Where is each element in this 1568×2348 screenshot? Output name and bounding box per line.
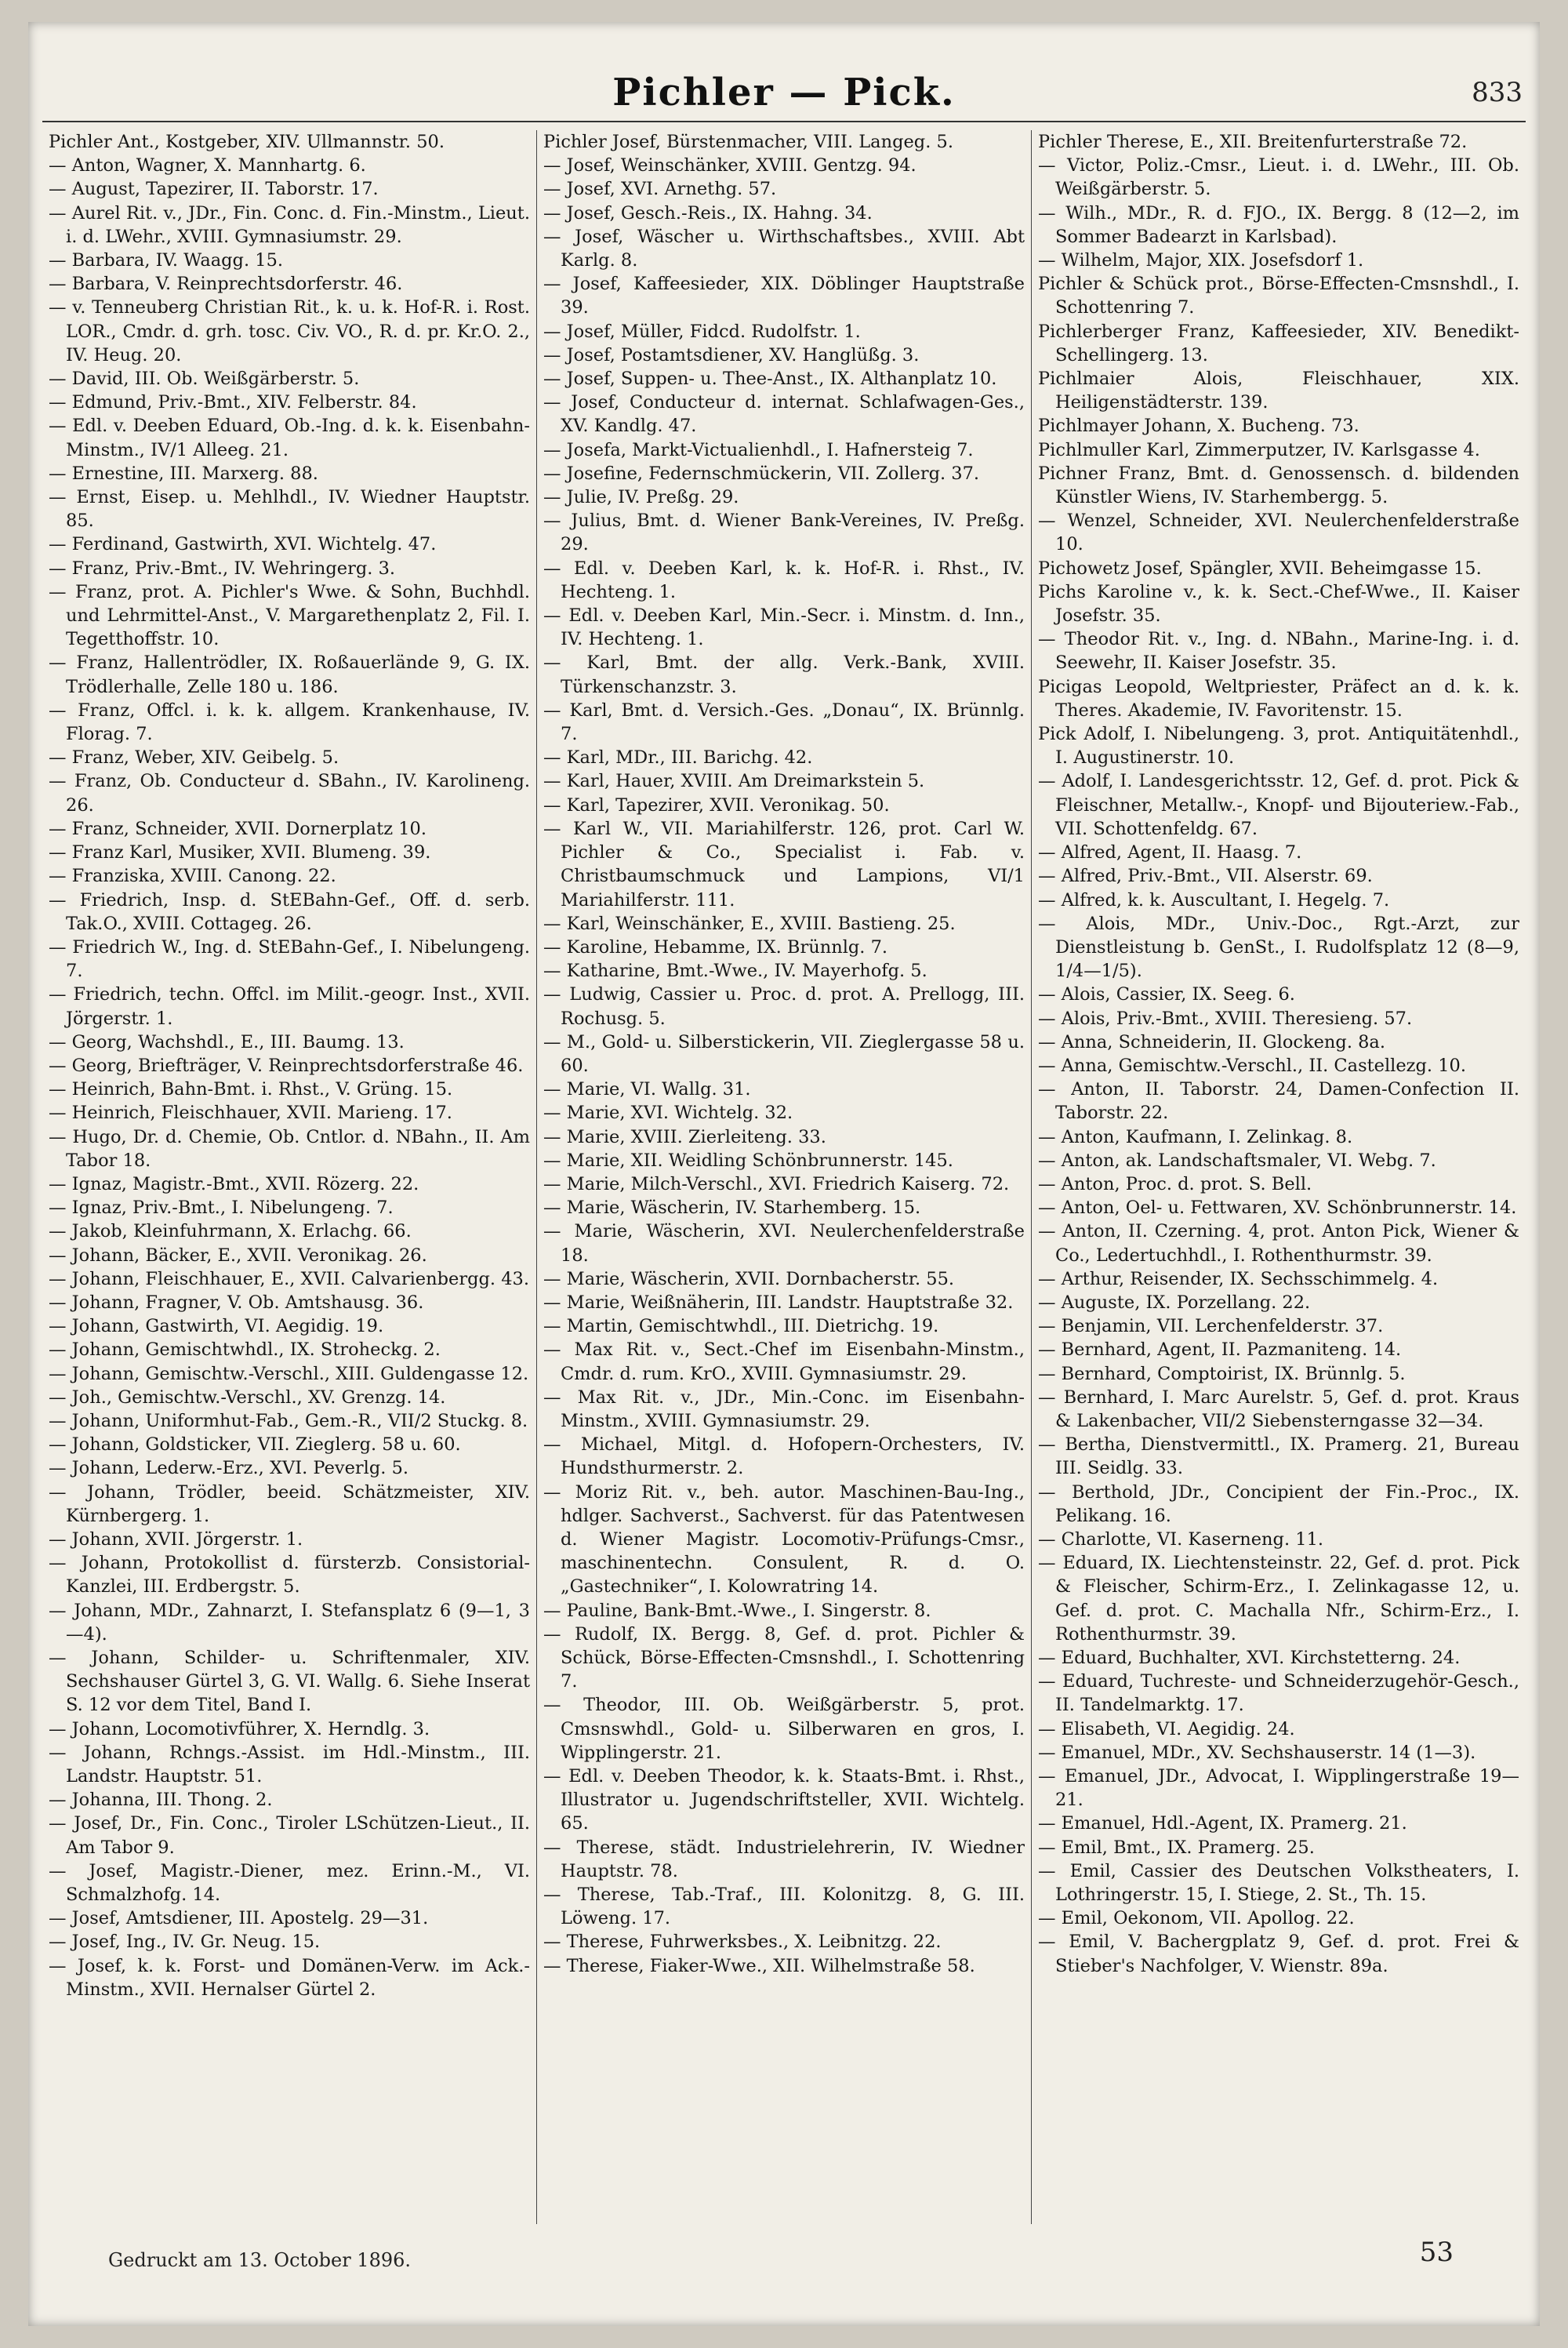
directory-entry: — Franz, Ob. Conducteur d. SBahn., IV. Karolineng. 26. bbox=[49, 771, 530, 816]
directory-entry: — Edl. v. Deeben Theodor, k. k. Staats-Bmt. i. Rhst., Illustrator u. Jugendschriftsteller, XVII. Wichtelg. 65. bbox=[543, 1766, 1025, 1834]
directory-entry: — Therese, Fiaker-Wwe., XII. Wilhelmstraße 58. bbox=[543, 1955, 975, 1976]
directory-entry: Pichowetz Josef, Spängler, XVII. Beheimgasse 15. bbox=[1038, 558, 1482, 579]
directory-entry: — Franz Karl, Musiker, XVII. Blumeng. 39. bbox=[49, 842, 431, 863]
directory-entry: — Franziska, XVIII. Canong. 22. bbox=[49, 866, 336, 887]
directory-entry: — Ernst, Eisep. u. Mehlhdl., IV. Wiedner Hauptstr. 85. bbox=[49, 487, 530, 532]
directory-entry: — Karl W., VII. Mariahilferstr. 126, prot. Carl W. Pichler & Co., Specialist i. Fab. v. Christbaumschmuck und Lampions, VI/1 Mariahilferstr. 111. bbox=[543, 818, 1025, 910]
directory-entry: — Martin, Gemischtwhdl., III. Dietrichg. 19. bbox=[543, 1316, 939, 1337]
directory-entry: — Johann, MDr., Zahnarzt, I. Stefansplatz 6 (9—1, 3—4). bbox=[49, 1600, 530, 1645]
directory-entry: Pichler Ant., Kostgeber, XIV. Ullmannstr. 50. bbox=[49, 132, 445, 152]
directory-entry: — Josef, Gesch.-Reis., IX. Hahng. 34. bbox=[543, 202, 873, 224]
directory-entry: — Ludwig, Cassier u. Proc. d. prot. A. Prellogg, III. Rochusg. 5. bbox=[543, 984, 1025, 1029]
directory-entry: — Alois, MDr., Univ.-Doc., Rgt.-Arzt, zur Dienstleistung b. GenSt., I. Rudolfsplatz 12 (8—9, 1/4—1/5). bbox=[1038, 913, 1519, 982]
directory-entry: — Josef, Ing., IV. Gr. Neug. 15. bbox=[49, 1932, 321, 1953]
running-title: Pichler — Pick. bbox=[612, 71, 956, 114]
directory-entry: — Emil, Bmt., IX. Pramerg. 25. bbox=[1038, 1837, 1315, 1858]
directory-entry: — Marie, VI. Wallg. 31. bbox=[543, 1079, 751, 1100]
directory-entry: — Karoline, Hebamme, IX. Brünnlg. 7. bbox=[543, 936, 888, 958]
directory-entry: — Victor, Poliz.-Cmsr., Lieut. i. d. LWehr., III. Ob. Weißgärberstr. 5. bbox=[1038, 155, 1519, 200]
directory-entry: — Josef, Kaffeesieder, XIX. Döblinger Hauptstraße 39. bbox=[543, 274, 1025, 318]
directory-entry: — Eduard, Tuchreste- und Schneiderzugehör-Gesch., II. Tandelmarktg. 17. bbox=[1038, 1671, 1519, 1716]
directory-entry: — v. Tenneuberg Christian Rit., k. u. k. Hof-R. i. Rost. LOR., Cmdr. d. grh. tosc. Civ. VO., R. d. pr. Kr.O. 2., IV. Heug. 20. bbox=[49, 297, 530, 365]
directory-entry: — August, Tapezirer, II. Taborstr. 17. bbox=[49, 179, 379, 200]
directory-entry: — Anton, Proc. d. prot. S. Bell. bbox=[1038, 1173, 1312, 1194]
directory-entry: Picigas Leopold, Weltpriester, Präfect an d. k. k. Theres. Akademie, IV. Favoritenstr. 15. bbox=[1038, 676, 1519, 721]
directory-entry: Pick Adolf, I. Nibelungeng. 3, prot. Antiquitätenhdl., I. Augustinerstr. 10. bbox=[1038, 724, 1519, 769]
directory-entry: Pichler Therese, E., XII. Breitenfurterstraße 72. bbox=[1038, 132, 1468, 152]
directory-entry: — Josef, k. k. Forst- und Domänen-Verw. im Ack.-Minstm., XVII. Hernalser Gürtel 2. bbox=[49, 1955, 530, 2000]
directory-entry: — Emil, V. Bachergplatz 9, Gef. d. prot. Frei & Stieber's Nachfolger, V. Wienstr. 89a. bbox=[1038, 1932, 1519, 1976]
directory-entry: — Katharine, Bmt.-Wwe., IV. Mayerhofg. 5. bbox=[543, 961, 927, 982]
directory-entry: — Georg, Wachshdl., E., III. Baumg. 13. bbox=[49, 1031, 405, 1052]
directory-entry: — Karl, Hauer, XVIII. Am Dreimarkstein 5. bbox=[543, 771, 925, 792]
directory-entry: — Marie, XVI. Wichtelg. 32. bbox=[543, 1103, 793, 1124]
directory-entry: — Anna, Schneiderin, II. Glockeng. 8a. bbox=[1038, 1031, 1386, 1052]
directory-entry: — Anton, Wagner, X. Mannhartg. 6. bbox=[49, 155, 366, 176]
directory-entry: — Emanuel, MDr., XV. Sechshauserstr. 14 (1—3). bbox=[1038, 1742, 1476, 1763]
directory-entry: — Hugo, Dr. d. Chemie, Ob. Cntlor. d. NBahn., II. Am Tabor 18. bbox=[49, 1126, 530, 1171]
directory-entry: — Johann, Gemischtwhdl., IX. Stroheckg. 2. bbox=[49, 1339, 441, 1361]
directory-entry: — Eduard, IX. Liechtensteinstr. 22, Gef. d. prot. Pick & Fleischer, Schirm-Erz., I. Zelinkagasse 12, u. Gef. d. prot. C. Machalla Nfr., Schirm-Erz., I. Rothenthurmstr. 39. bbox=[1038, 1553, 1519, 1645]
directory-entry: — Franz, Weber, XIV. Geibelg. 5. bbox=[49, 747, 339, 769]
directory-entry: — Josefa, Markt-Victualienhdl., I. Hafnersteig 7. bbox=[543, 439, 974, 460]
directory-entry: — Theodor Rit. v., Ing. d. NBahn., Marine-Ing. i. d. Seewehr, II. Kaiser Josefstr. 35. bbox=[1038, 629, 1519, 674]
directory-entry: — Eduard, Buchhalter, XVI. Kirchstetterng. 24. bbox=[1038, 1648, 1461, 1668]
directory-entry: — Ernestine, III. Marxerg. 88. bbox=[49, 463, 318, 484]
directory-entry: — M., Gold- u. Silberstickerin, VII. Zieglergasse 58 u. 60. bbox=[543, 1031, 1025, 1076]
directory-entry: — Josef, Postamtsdiener, XV. Hanglüßg. 3. bbox=[543, 344, 920, 365]
directory-entry: — Theodor, III. Ob. Weißgärberstr. 5, prot. Cmsnswhdl., Gold- u. Silberwaren en gros, I. Wipplingerstr. 21. bbox=[543, 1695, 1025, 1763]
directory-entry: — Johann, Gastwirth, VI. Aegidig. 19. bbox=[49, 1316, 384, 1337]
directory-entry: — Berthold, JDr., Concipient der Fin.-Proc., IX. Pelikang. 16. bbox=[1038, 1481, 1519, 1526]
directory-entry: — Johann, Schilder- u. Schriftenmaler, XIV. Sechshauser Gürtel 3, G. VI. Wallg. 6. Siehe Inserat S. 12 vor dem Titel, Band I. bbox=[49, 1648, 530, 1716]
directory-entry: — Auguste, IX. Porzellang. 22. bbox=[1038, 1292, 1311, 1313]
header-rule bbox=[42, 121, 1526, 122]
directory-entry: — Johann, Gemischtw.-Verschl., XIII. Guldengasse 12. bbox=[49, 1363, 529, 1384]
directory-entry: Pichlerberger Franz, Kaffeesieder, XIV. Benedikt-Schellingerg. 13. bbox=[1038, 321, 1519, 365]
directory-entry: — Emil, Oekonom, VII. Apollog. 22. bbox=[1038, 1908, 1355, 1929]
directory-entry: — Marie, Wäscherin, XVII. Dornbacherstr. 55. bbox=[543, 1268, 955, 1289]
directory-entry: — Johann, Lederw.-Erz., XVI. Peverlg. 5. bbox=[49, 1458, 409, 1479]
directory-entry: — Karl, Bmt. d. Versich.-Ges. „Donau“, IX. Brünnlg. 7. bbox=[543, 700, 1025, 745]
directory-entry: — Wilhelm, Major, XIX. Josefsdorf 1. bbox=[1038, 250, 1364, 271]
directory-entry: — Johann, XVII. Jörgerstr. 1. bbox=[49, 1528, 303, 1550]
directory-entry: — Julie, IV. Preßg. 29. bbox=[543, 487, 739, 508]
column-left bbox=[42, 130, 537, 2224]
directory-entry: — Josef, Wäscher u. Wirthschaftsbes., XVIII. Abt Karlg. 8. bbox=[543, 226, 1025, 271]
directory-entry: Pichler & Schück prot., Börse-Effecten-Cmsnshdl., I. Schottenring 7. bbox=[1038, 274, 1519, 318]
directory-entry: — Heinrich, Fleischhauer, XVII. Marieng. 17. bbox=[49, 1103, 452, 1124]
directory-entry: — Georg, Briefträger, V. Reinprechtsdorferstraße 46. bbox=[49, 1055, 524, 1076]
directory-entry: — Alois, Priv.-Bmt., XVIII. Theresieng. 57. bbox=[1038, 1008, 1413, 1029]
directory-entry: — Bernhard, Agent, II. Pazmaniteng. 14. bbox=[1038, 1339, 1402, 1361]
directory-entry: — Edl. v. Deeben Karl, k. k. Hof-R. i. Rhst., IV. Hechteng. 1. bbox=[543, 558, 1025, 602]
directory-entry: — Anton, II. Czerning. 4, prot. Anton Pick, Wiener & Co., Ledertuchhdl., I. Rothenthurmstr. 39. bbox=[1038, 1221, 1519, 1266]
directory-entry: — Heinrich, Bahn-Bmt. i. Rhst., V. Grüng. 15. bbox=[49, 1079, 453, 1100]
directory-entry: — Michael, Mitgl. d. Hofopern-Orchesters, IV. Hundsthurmerstr. 2. bbox=[543, 1434, 1025, 1479]
directory-entry: — Johann, Fleischhauer, E., XVII. Calvarienbergg. 43. bbox=[49, 1268, 529, 1289]
directory-entry: — Emanuel, Hdl.-Agent, IX. Pramerg. 21. bbox=[1038, 1813, 1407, 1834]
column-middle bbox=[537, 130, 1032, 2224]
directory-page bbox=[28, 22, 1540, 2326]
directory-entry: — Rudolf, IX. Bergg. 8, Gef. d. prot. Pichler & Schück, Börse-Effecten-Cmsnshdl., I. Schottenring 7. bbox=[543, 1623, 1025, 1692]
print-date: Gedruckt am 13. October 1896. bbox=[108, 2249, 412, 2271]
directory-entry: Pichner Franz, Bmt. d. Genossensch. d. bildenden Künstler Wiens, IV. Starhembergg. 5. bbox=[1038, 463, 1519, 508]
directory-entry: — Pauline, Bank-Bmt.-Wwe., I. Singerstr. 8. bbox=[543, 1600, 931, 1621]
directory-entry: — Edl. v. Deeben Karl, Min.-Secr. i. Minstm. d. Inn., IV. Hechteng. 1. bbox=[543, 605, 1025, 650]
directory-entry: — Adolf, I. Landesgerichtsstr. 12, Gef. d. prot. Pick & Fleischner, Metallw.-, Knopf- und Bijouteriew.-Fab., VII. Schottenfeldg. 67. bbox=[1038, 771, 1519, 839]
directory-entry: — Therese, Tab.-Traf., III. Kolonitzg. 8, G. III. Löweng. 17. bbox=[543, 1885, 1025, 1929]
directory-entry: — Marie, XVIII. Zierleiteng. 33. bbox=[543, 1126, 826, 1147]
directory-entry: — Alfred, k. k. Auscultant, I. Hegelg. 7. bbox=[1038, 889, 1390, 910]
directory-entry: — Franz, Schneider, XVII. Dornerplatz 10. bbox=[49, 818, 426, 839]
directory-entry: — Benjamin, VII. Lerchenfelderstr. 37. bbox=[1038, 1316, 1384, 1337]
directory-entry: — Franz, Priv.-Bmt., IV. Wehringerg. 3. bbox=[49, 558, 396, 579]
directory-entry: Pichlmuller Karl, Zimmerputzer, IV. Karlsgasse 4. bbox=[1038, 439, 1480, 460]
directory-entry: — Karl, Tapezirer, XVII. Veronikag. 50. bbox=[543, 794, 890, 816]
directory-entry: — Julius, Bmt. d. Wiener Bank-Vereines, IV. Preßg. 29. bbox=[543, 511, 1025, 555]
directory-entry: — Johann, Bäcker, E., XVII. Veronikag. 26. bbox=[49, 1245, 427, 1266]
directory-entry: — Franz, prot. A. Pichler's Wwe. & Sohn, Buchhdl. und Lehrmittel-Anst., V. Margarethenplatz 2, Fil. I. Tegetthoffstr. 10. bbox=[49, 581, 530, 650]
directory-entry: — Marie, Milch-Verschl., XVI. Friedrich Kaiserg. 72. bbox=[543, 1173, 1010, 1194]
directory-entry: — Joh., Gemischtw.-Verschl., XV. Grenzg. 14. bbox=[49, 1387, 446, 1408]
directory-entry: — Johann, Goldsticker, VII. Zieglerg. 58 u. 60. bbox=[49, 1434, 461, 1456]
directory-entry: — Jakob, Kleinfuhrmann, X. Erlachg. 66. bbox=[49, 1221, 412, 1242]
page-header bbox=[28, 71, 1540, 125]
directory-entry: — Ferdinand, Gastwirth, XVI. Wichtelg. 47. bbox=[49, 534, 437, 555]
directory-entry: — Friedrich, techn. Offcl. im Milit.-geogr. Inst., XVII. Jörgerstr. 1. bbox=[49, 984, 530, 1029]
directory-entry: Pichler Josef, Bürstenmacher, VIII. Langeg. 5. bbox=[543, 132, 953, 152]
directory-entry: — Karl, Bmt. der allg. Verk.-Bank, XVIII. Türkenschanzstr. 3. bbox=[543, 652, 1025, 697]
directory-entry: — Anton, II. Taborstr. 24, Damen-Confection II. Taborstr. 22. bbox=[1038, 1079, 1519, 1124]
directory-entry: — Moriz Rit. v., beh. autor. Maschinen-Bau-Ing., hdlger. Sachverst., Sachverst. für das Patentwesen d. Wiener Magistr. Locomotiv-Prüfungs-Cmsr., maschinentechn. Consulent, R. d. O. „Gastechniker“, I. Kolowratring 14. bbox=[543, 1481, 1025, 1597]
directory-entry: — Friedrich W., Ing. d. StEBahn-Gef., I. Nibelungeng. 7. bbox=[49, 936, 530, 982]
directory-entry: Pichlmaier Alois, Fleischhauer, XIX. Heiligenstädterstr. 139. bbox=[1038, 369, 1519, 413]
directory-entry: — Emil, Cassier des Deutschen Volkstheaters, I. Lothringerstr. 15, I. Stiege, 2. St., Th. 15. bbox=[1038, 1860, 1519, 1906]
page-footer bbox=[52, 2237, 1516, 2299]
directory-entry: — Emanuel, JDr., Advocat, I. Wipplingerstraße 19—21. bbox=[1038, 1766, 1519, 1811]
directory-entry: — Josef, Magistr.-Diener, mez. Erinn.-M., VI. Schmalzhofg. 14. bbox=[49, 1860, 530, 1906]
directory-entry: — Alois, Cassier, IX. Seeg. 6. bbox=[1038, 984, 1295, 1005]
directory-entry: — Anton, ak. Landschaftsmaler, VI. Webg. 7. bbox=[1038, 1150, 1436, 1171]
directory-entry: — Johann, Uniformhut-Fab., Gem.-R., VII/2 Stuckg. 8. bbox=[49, 1410, 528, 1431]
directory-entry: Pichs Karoline v., k. k. Sect.-Chef-Wwe., II. Kaiser Josefstr. 35. bbox=[1038, 581, 1519, 627]
directory-entry: — Max Rit. v., Sect.-Chef im Eisenbahn-Minstm., Cmdr. d. rum. KrO., XVIII. Gymnasiumstr. 29. bbox=[543, 1339, 1025, 1384]
column-right bbox=[1032, 130, 1526, 2224]
directory-entry: — Josef, Conducteur d. internat. Schlafwagen-Ges., XV. Kandlg. 47. bbox=[543, 392, 1025, 437]
directory-entry: — Karl, Weinschänker, E., XVIII. Bastieng. 25. bbox=[543, 913, 956, 934]
directory-entry: — Marie, XII. Weidling Schönbrunnerstr. 145. bbox=[543, 1150, 953, 1171]
directory-entry: — Anton, Oel- u. Fettwaren, XV. Schönbrunnerstr. 14. bbox=[1038, 1198, 1517, 1219]
directory-entry: Pichlmayer Johann, X. Bucheng. 73. bbox=[1038, 416, 1359, 437]
directory-entry: — Charlotte, VI. Kaserneng. 11. bbox=[1038, 1528, 1324, 1550]
directory-entry: — Marie, Wäscherin, XVI. Neulerchenfelderstraße 18. bbox=[543, 1221, 1025, 1266]
directory-entry: — Alfred, Priv.-Bmt., VII. Alserstr. 69. bbox=[1038, 866, 1373, 887]
directory-entry: — Ignaz, Priv.-Bmt., I. Nibelungeng. 7. bbox=[49, 1198, 394, 1219]
directory-entry: — Johann, Fragner, V. Ob. Amtshausg. 36. bbox=[49, 1292, 424, 1313]
directory-entry: — Therese, städt. Industrielehrerin, IV. Wiedner Hauptstr. 78. bbox=[543, 1837, 1025, 1881]
directory-entry: — David, III. Ob. Weißgärberstr. 5. bbox=[49, 369, 360, 390]
page-number: 833 bbox=[1472, 77, 1523, 108]
directory-entry: — Anton, Kaufmann, I. Zelinkag. 8. bbox=[1038, 1126, 1353, 1147]
directory-entry: — Edl. v. Deeben Eduard, Ob.-Ing. d. k. k. Eisenbahn-Minstm., IV/1 Alleeg. 21. bbox=[49, 416, 530, 460]
directory-entry: — Johann, Locomotivführer, X. Herndlg. 3. bbox=[49, 1718, 430, 1739]
directory-entry: — Barbara, IV. Waagg. 15. bbox=[49, 250, 284, 271]
directory-entry: — Alfred, Agent, II. Haasg. 7. bbox=[1038, 842, 1302, 863]
directory-entry: — Franz, Hallentrödler, IX. Roßauerlände 9, G. IX. Trödlerhalle, Zelle 180 u. 186. bbox=[49, 652, 530, 697]
directory-entry: — Bernhard, I. Marc Aurelstr. 5, Gef. d. prot. Kraus & Lakenbacher, VII/2 Siebensterngasse 32—34. bbox=[1038, 1387, 1519, 1431]
directory-entry: — Arthur, Reisender, IX. Sechsschimmelg. 4. bbox=[1038, 1268, 1439, 1289]
directory-entry: — Josef, XVI. Arnethg. 57. bbox=[543, 179, 777, 200]
directory-entry: — Barbara, V. Reinprechtsdorferstr. 46. bbox=[49, 274, 403, 295]
directory-entry: — Johann, Rchngs.-Assist. im Hdl.-Minstm., III. Landstr. Hauptstr. 51. bbox=[49, 1742, 530, 1787]
directory-entry: — Wilh., MDr., R. d. FJO., IX. Bergg. 8 (12—2, im Sommer Badearzt in Karlsbad). bbox=[1038, 202, 1519, 247]
directory-entry: — Elisabeth, VI. Aegidig. 24. bbox=[1038, 1718, 1295, 1739]
directory-entry: — Josef, Weinschänker, XVIII. Gentzg. 94. bbox=[543, 155, 916, 176]
signature-mark: 53 bbox=[1419, 2237, 1454, 2268]
directory-entry: — Friedrich, Insp. d. StEBahn-Gef., Off. d. serb. Tak.O., XVIII. Cottageg. 26. bbox=[49, 889, 530, 934]
directory-entry: — Aurel Rit. v., JDr., Fin. Conc. d. Fin.-Minstm., Lieut. i. d. LWehr., XVIII. Gymnasiumstr. 29. bbox=[49, 202, 530, 247]
directory-entry: — Johann, Protokollist d. fürsterzb. Consistorial-Kanzlei, III. Erdbergstr. 5. bbox=[49, 1553, 530, 1597]
directory-entry: — Johanna, III. Thong. 2. bbox=[49, 1790, 273, 1811]
directory-entry: — Josef, Suppen- u. Thee-Anst., IX. Althanplatz 10. bbox=[543, 369, 997, 390]
directory-entry: — Wenzel, Schneider, XVI. Neulerchenfelderstraße 10. bbox=[1038, 511, 1519, 555]
directory-entry: — Johann, Trödler, beeid. Schätzmeister, XIV. Kürnbergerg. 1. bbox=[49, 1481, 530, 1526]
directory-entry: — Max Rit. v., JDr., Min.-Conc. im Eisenbahn-Minstm., XVIII. Gymnasiumstr. 29. bbox=[543, 1387, 1025, 1431]
directory-entry: — Bertha, Dienstvermittl., IX. Pramerg. 21, Bureau III. Seidlg. 33. bbox=[1038, 1434, 1519, 1479]
directory-entry: — Josef, Müller, Fidcd. Rudolfstr. 1. bbox=[543, 321, 861, 342]
directory-entry: — Anna, Gemischtw.-Verschl., II. Castellezg. 10. bbox=[1038, 1055, 1467, 1076]
directory-entry: — Ignaz, Magistr.-Bmt., XVII. Rözerg. 22. bbox=[49, 1173, 419, 1194]
directory-entry: — Bernhard, Comptoirist, IX. Brünnlg. 5. bbox=[1038, 1363, 1406, 1384]
directory-entry: — Marie, Wäscherin, IV. Starhemberg. 15. bbox=[543, 1198, 921, 1219]
directory-entry: — Franz, Offcl. i. k. k. allgem. Krankenhause, IV. Florag. 7. bbox=[49, 700, 530, 745]
directory-entry: — Therese, Fuhrwerksbes., X. Leibnitzg. 22. bbox=[543, 1932, 942, 1953]
directory-entry: — Karl, MDr., III. Barichg. 42. bbox=[543, 747, 813, 769]
directory-entry: — Edmund, Priv.-Bmt., XIV. Felberstr. 84. bbox=[49, 392, 417, 413]
directory-columns bbox=[42, 130, 1526, 2224]
directory-entry: — Josef, Dr., Fin. Conc., Tiroler LSchützen-Lieut., II. Am Tabor 9. bbox=[49, 1813, 530, 1858]
directory-entry: — Josef, Amtsdiener, III. Apostelg. 29—31. bbox=[49, 1908, 429, 1929]
directory-entry: — Josefine, Federnschmückerin, VII. Zollerg. 37. bbox=[543, 463, 980, 484]
directory-entry: — Marie, Weißnäherin, III. Landstr. Hauptstraße 32. bbox=[543, 1292, 1014, 1313]
